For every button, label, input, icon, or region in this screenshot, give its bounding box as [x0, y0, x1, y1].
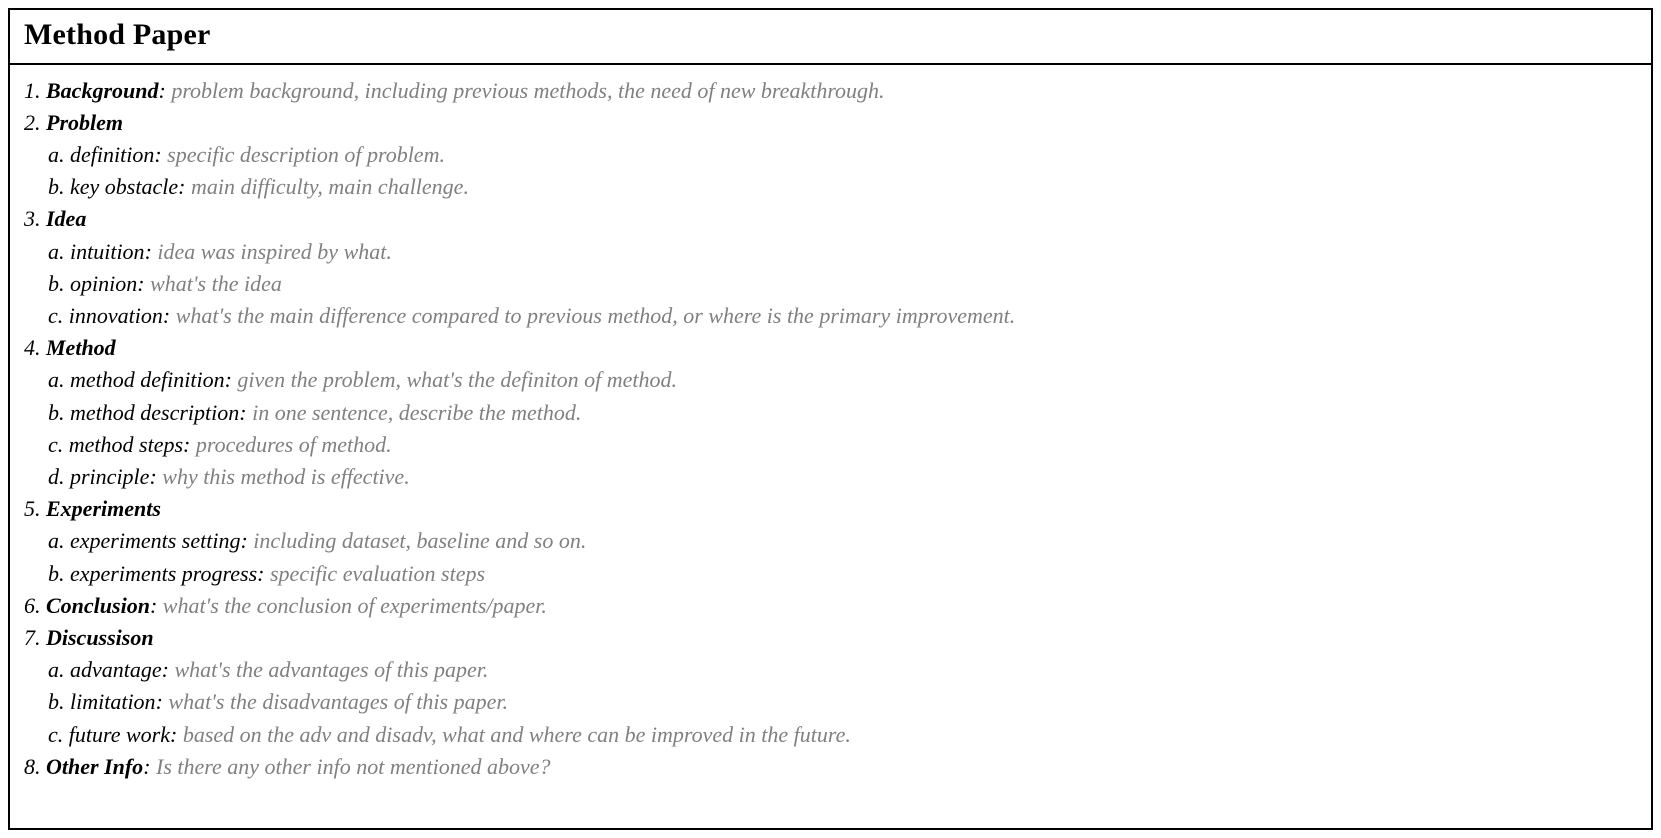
outline-item-key: limitation — [70, 689, 156, 715]
outline-item-key: key obstacle — [70, 174, 179, 200]
outline-item — [24, 558, 1637, 590]
outline-item — [24, 429, 1637, 461]
outline-item-marker: 1. — [24, 77, 41, 103]
outline-item-marker: c. — [48, 431, 64, 457]
outline-item-description: specific description of problem. — [167, 141, 445, 167]
outline-item-key: method description — [70, 399, 240, 425]
outline-item-key: advantage — [70, 657, 162, 683]
outline-item-description: what's the conclusion of experiments/paper. — [162, 592, 547, 618]
outline-item-colon: : — [161, 657, 169, 683]
outline-item — [24, 751, 1637, 783]
outline-item-marker: 6. — [24, 592, 41, 618]
outline-item-key: Background — [46, 77, 159, 103]
outline-item-key: Idea — [46, 206, 87, 232]
outline-item — [24, 236, 1637, 268]
outline-item-description: procedures of method. — [195, 431, 392, 457]
outline-item — [24, 397, 1637, 429]
outline-item-colon: : — [170, 721, 178, 747]
outline-item — [24, 461, 1637, 493]
outline-item-description: what's the idea — [150, 270, 282, 296]
outline-item — [24, 622, 1637, 654]
outline-item-marker: 3. — [24, 206, 41, 232]
outline-item-description: what's the disadvantages of this paper. — [168, 689, 508, 715]
outline-item-description: including dataset, baseline and so on. — [253, 528, 587, 554]
outline-item-colon: : — [144, 238, 152, 264]
outline-item-key: method steps — [68, 431, 184, 457]
outline-item-description: based on the adv and disadv, what and where can be improved in the future. — [182, 721, 851, 747]
outline-item-description: problem background, including previous methods, the need of new breakthrough. — [171, 77, 885, 103]
outline-item-key: Experiments — [46, 496, 161, 522]
outline-item — [24, 268, 1637, 300]
outline-item-key: Method — [46, 335, 116, 361]
outline-item-description: what's the main difference compared to previous method, or where is the primary improvement. — [175, 302, 1016, 328]
outline-item — [24, 203, 1637, 235]
outline-item — [24, 75, 1637, 107]
outline-item-key: Discussison — [46, 624, 154, 650]
outline-item-key: Conclusion — [46, 592, 150, 618]
outline-item-marker: c. — [48, 721, 64, 747]
outline-item-key: principle — [70, 463, 150, 489]
outline-item-marker: a. — [48, 657, 65, 683]
outline-item-key: opinion — [70, 270, 138, 296]
outline-item-description: specific evaluation steps — [270, 560, 486, 586]
outline-item-colon: : — [143, 753, 151, 779]
outline-item-marker: c. — [48, 302, 64, 328]
outline-item-marker: 7. — [24, 624, 41, 650]
outline-item-key: innovation — [68, 302, 163, 328]
method-paper-card — [8, 8, 1653, 830]
outline-item-key: experiments setting — [70, 528, 241, 554]
outline-item-key: future work — [68, 721, 170, 747]
outline-item-marker: a. — [48, 367, 65, 393]
outline-item — [24, 590, 1637, 622]
outline-item-colon: : — [154, 141, 162, 167]
outline-item — [24, 364, 1637, 396]
outline-item-colon: : — [149, 592, 158, 618]
outline-item-marker: 8. — [24, 753, 41, 779]
outline-item-marker: a. — [48, 528, 65, 554]
outline-item-marker: 4. — [24, 335, 41, 361]
outline-item-description: in one sentence, describe the method. — [252, 399, 582, 425]
outline-item-key: method definition — [70, 367, 225, 393]
outline-item-description: Is there any other info not mentioned above? — [156, 753, 551, 779]
outline-item — [24, 525, 1637, 557]
outline-item — [24, 332, 1637, 364]
outline-item-marker: 5. — [24, 496, 41, 522]
outline-item-marker: b. — [48, 399, 65, 425]
outline-item — [24, 139, 1637, 171]
outline-item-key: Other Info — [46, 753, 144, 779]
outline-item-key: Problem — [46, 109, 123, 135]
outline-item-key: definition — [70, 141, 155, 167]
outline-item — [24, 171, 1637, 203]
outline-item-marker: a. — [48, 238, 65, 264]
outline-item-colon: : — [137, 270, 145, 296]
outline-item-colon: : — [224, 367, 232, 393]
page-title: Method Paper — [10, 10, 1651, 65]
outline-item-marker: a. — [48, 141, 65, 167]
outline-item — [24, 300, 1637, 332]
outline-item-colon: : — [155, 689, 163, 715]
outline-item-colon: : — [183, 431, 191, 457]
outline-item-marker: 2. — [24, 109, 41, 135]
outline-item-description: given the problem, what's the definiton of method. — [237, 367, 677, 393]
outline-item-colon: : — [158, 77, 166, 103]
outline-item — [24, 654, 1637, 686]
outline-item-marker: b. — [48, 174, 65, 200]
outline-item-colon: : — [240, 528, 248, 554]
outline-item-marker: b. — [48, 689, 65, 715]
outline-item-marker: b. — [48, 270, 65, 296]
outline-item-colon: : — [149, 463, 157, 489]
outline-item-marker: d. — [48, 463, 65, 489]
outline-list — [10, 65, 1651, 829]
outline-item-description: idea was inspired by what. — [157, 238, 392, 264]
outline-item — [24, 719, 1637, 751]
outline-item — [24, 493, 1637, 525]
outline-item — [24, 686, 1637, 718]
outline-item — [24, 107, 1637, 139]
outline-item-colon: : — [178, 174, 186, 200]
outline-item-colon: : — [257, 560, 265, 586]
outline-item-colon: : — [162, 302, 171, 328]
outline-item-description: why this method is effective. — [162, 463, 410, 489]
outline-item-description: what's the advantages of this paper. — [174, 657, 489, 683]
outline-item-key: experiments progress — [70, 560, 258, 586]
outline-item-marker: b. — [48, 560, 65, 586]
outline-item-key: intuition — [70, 238, 145, 264]
outline-item-colon: : — [239, 399, 247, 425]
outline-item-description: main difficulty, main challenge. — [190, 174, 469, 200]
